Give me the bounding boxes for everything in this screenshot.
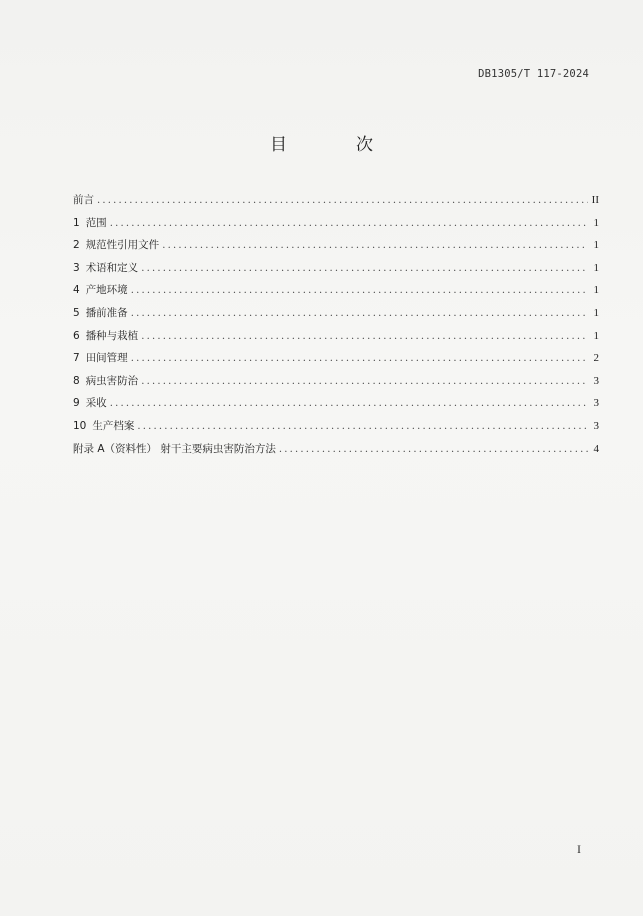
toc-entry-field-management[interactable]: [73, 347, 599, 370]
toc-leader-dots: [110, 393, 588, 416]
toc-entry-foreword[interactable]: [73, 189, 599, 212]
toc-entry-title: 术语和定义: [85, 261, 139, 274]
toc-entry-page: 3: [593, 374, 599, 387]
toc-entry-scope[interactable]: [73, 212, 599, 235]
toc-entry-title: 生产档案: [92, 419, 135, 432]
toc-entry-label: [73, 279, 128, 302]
toc-entry-label: [73, 347, 128, 370]
toc-entry-label: [73, 438, 276, 461]
toc-entry-sowing-planting[interactable]: [73, 325, 599, 348]
toc-leader-dots: [141, 326, 588, 349]
toc-entry-page: 4: [593, 442, 599, 455]
toc-entry-page: 1: [593, 239, 599, 252]
toc-entry-title: 田间管理: [85, 352, 128, 365]
toc-entry-number: 1: [73, 216, 80, 229]
toc-entry-number: 8: [73, 374, 80, 387]
toc-leader-dots: [279, 439, 588, 462]
toc-entry-number: 9: [73, 397, 80, 410]
page-number: I: [577, 842, 581, 856]
toc-leader-dots: [110, 213, 588, 236]
toc-entry-label: [73, 257, 138, 280]
toc-entry-page: 1: [593, 216, 599, 229]
toc-entry-page: 2: [593, 352, 599, 365]
toc-entry-harvesting[interactable]: [73, 392, 599, 415]
toc-leader-dots: [131, 303, 588, 326]
toc-entry-title: 播前准备: [85, 306, 128, 319]
toc-entry-title: 附录 A（资料性） 射干主要病虫害防治方法: [73, 442, 276, 455]
toc-entry-title: 产地环境: [85, 284, 128, 297]
toc-entry-label: [73, 415, 134, 438]
toc-entry-pre-sowing-preparation[interactable]: [73, 302, 599, 325]
toc-entry-number: 6: [73, 329, 80, 342]
toc-leader-dots: [131, 348, 588, 371]
toc-entry-label: [73, 234, 159, 257]
toc-entry-label: [73, 212, 107, 235]
toc-entry-pest-control[interactable]: [73, 370, 599, 393]
toc-entry-page: 1: [593, 306, 599, 319]
page-title: 目 次: [270, 135, 399, 155]
toc-entry-title: 前言: [73, 194, 94, 206]
toc-leader-dots: [141, 258, 588, 281]
toc-entry-title: 病虫害防治: [85, 374, 139, 387]
toc-leader-dots: [137, 416, 588, 439]
toc-entry-normative-references[interactable]: [73, 234, 599, 257]
toc-entry-label: [73, 302, 128, 325]
toc-entry-number: 5: [73, 306, 80, 319]
toc-entry-page: 3: [593, 419, 599, 432]
toc-entry-title: 范围: [85, 216, 107, 229]
toc-entry-label: [73, 189, 94, 212]
toc-entry-label: [73, 370, 138, 393]
toc-entry-page: 3: [593, 397, 599, 410]
toc-entry-page: 1: [593, 329, 599, 342]
toc-entry-page: II: [591, 194, 599, 206]
toc-entry-terms-definitions[interactable]: [73, 257, 599, 280]
toc-entry-number: 3: [73, 261, 80, 274]
toc-leader-dots: [97, 190, 588, 213]
toc-entry-label: [73, 392, 107, 415]
toc-leader-dots: [131, 280, 588, 303]
toc-entry-number: 10: [73, 419, 87, 432]
toc-entry-appendix-a[interactable]: [73, 438, 599, 461]
toc-entry-label: [73, 325, 138, 348]
toc-entry-number: 4: [73, 284, 80, 297]
toc-entry-page: 1: [593, 261, 599, 274]
toc-entry-title: 规范性引用文件: [85, 239, 160, 252]
toc-entry-number: 2: [73, 239, 80, 252]
toc-leader-dots: [162, 235, 588, 258]
toc-entry-production-environment[interactable]: [73, 279, 599, 302]
table-of-contents: [73, 189, 599, 460]
toc-entry-number: 7: [73, 352, 80, 365]
toc-entry-title: 采收: [85, 397, 107, 410]
toc-entry-production-records[interactable]: [73, 415, 599, 438]
toc-entry-page: 1: [593, 284, 599, 297]
toc-entry-title: 播种与栽植: [85, 329, 139, 342]
toc-leader-dots: [141, 371, 588, 394]
standard-code: DB1305/T 117-2024: [478, 68, 589, 80]
